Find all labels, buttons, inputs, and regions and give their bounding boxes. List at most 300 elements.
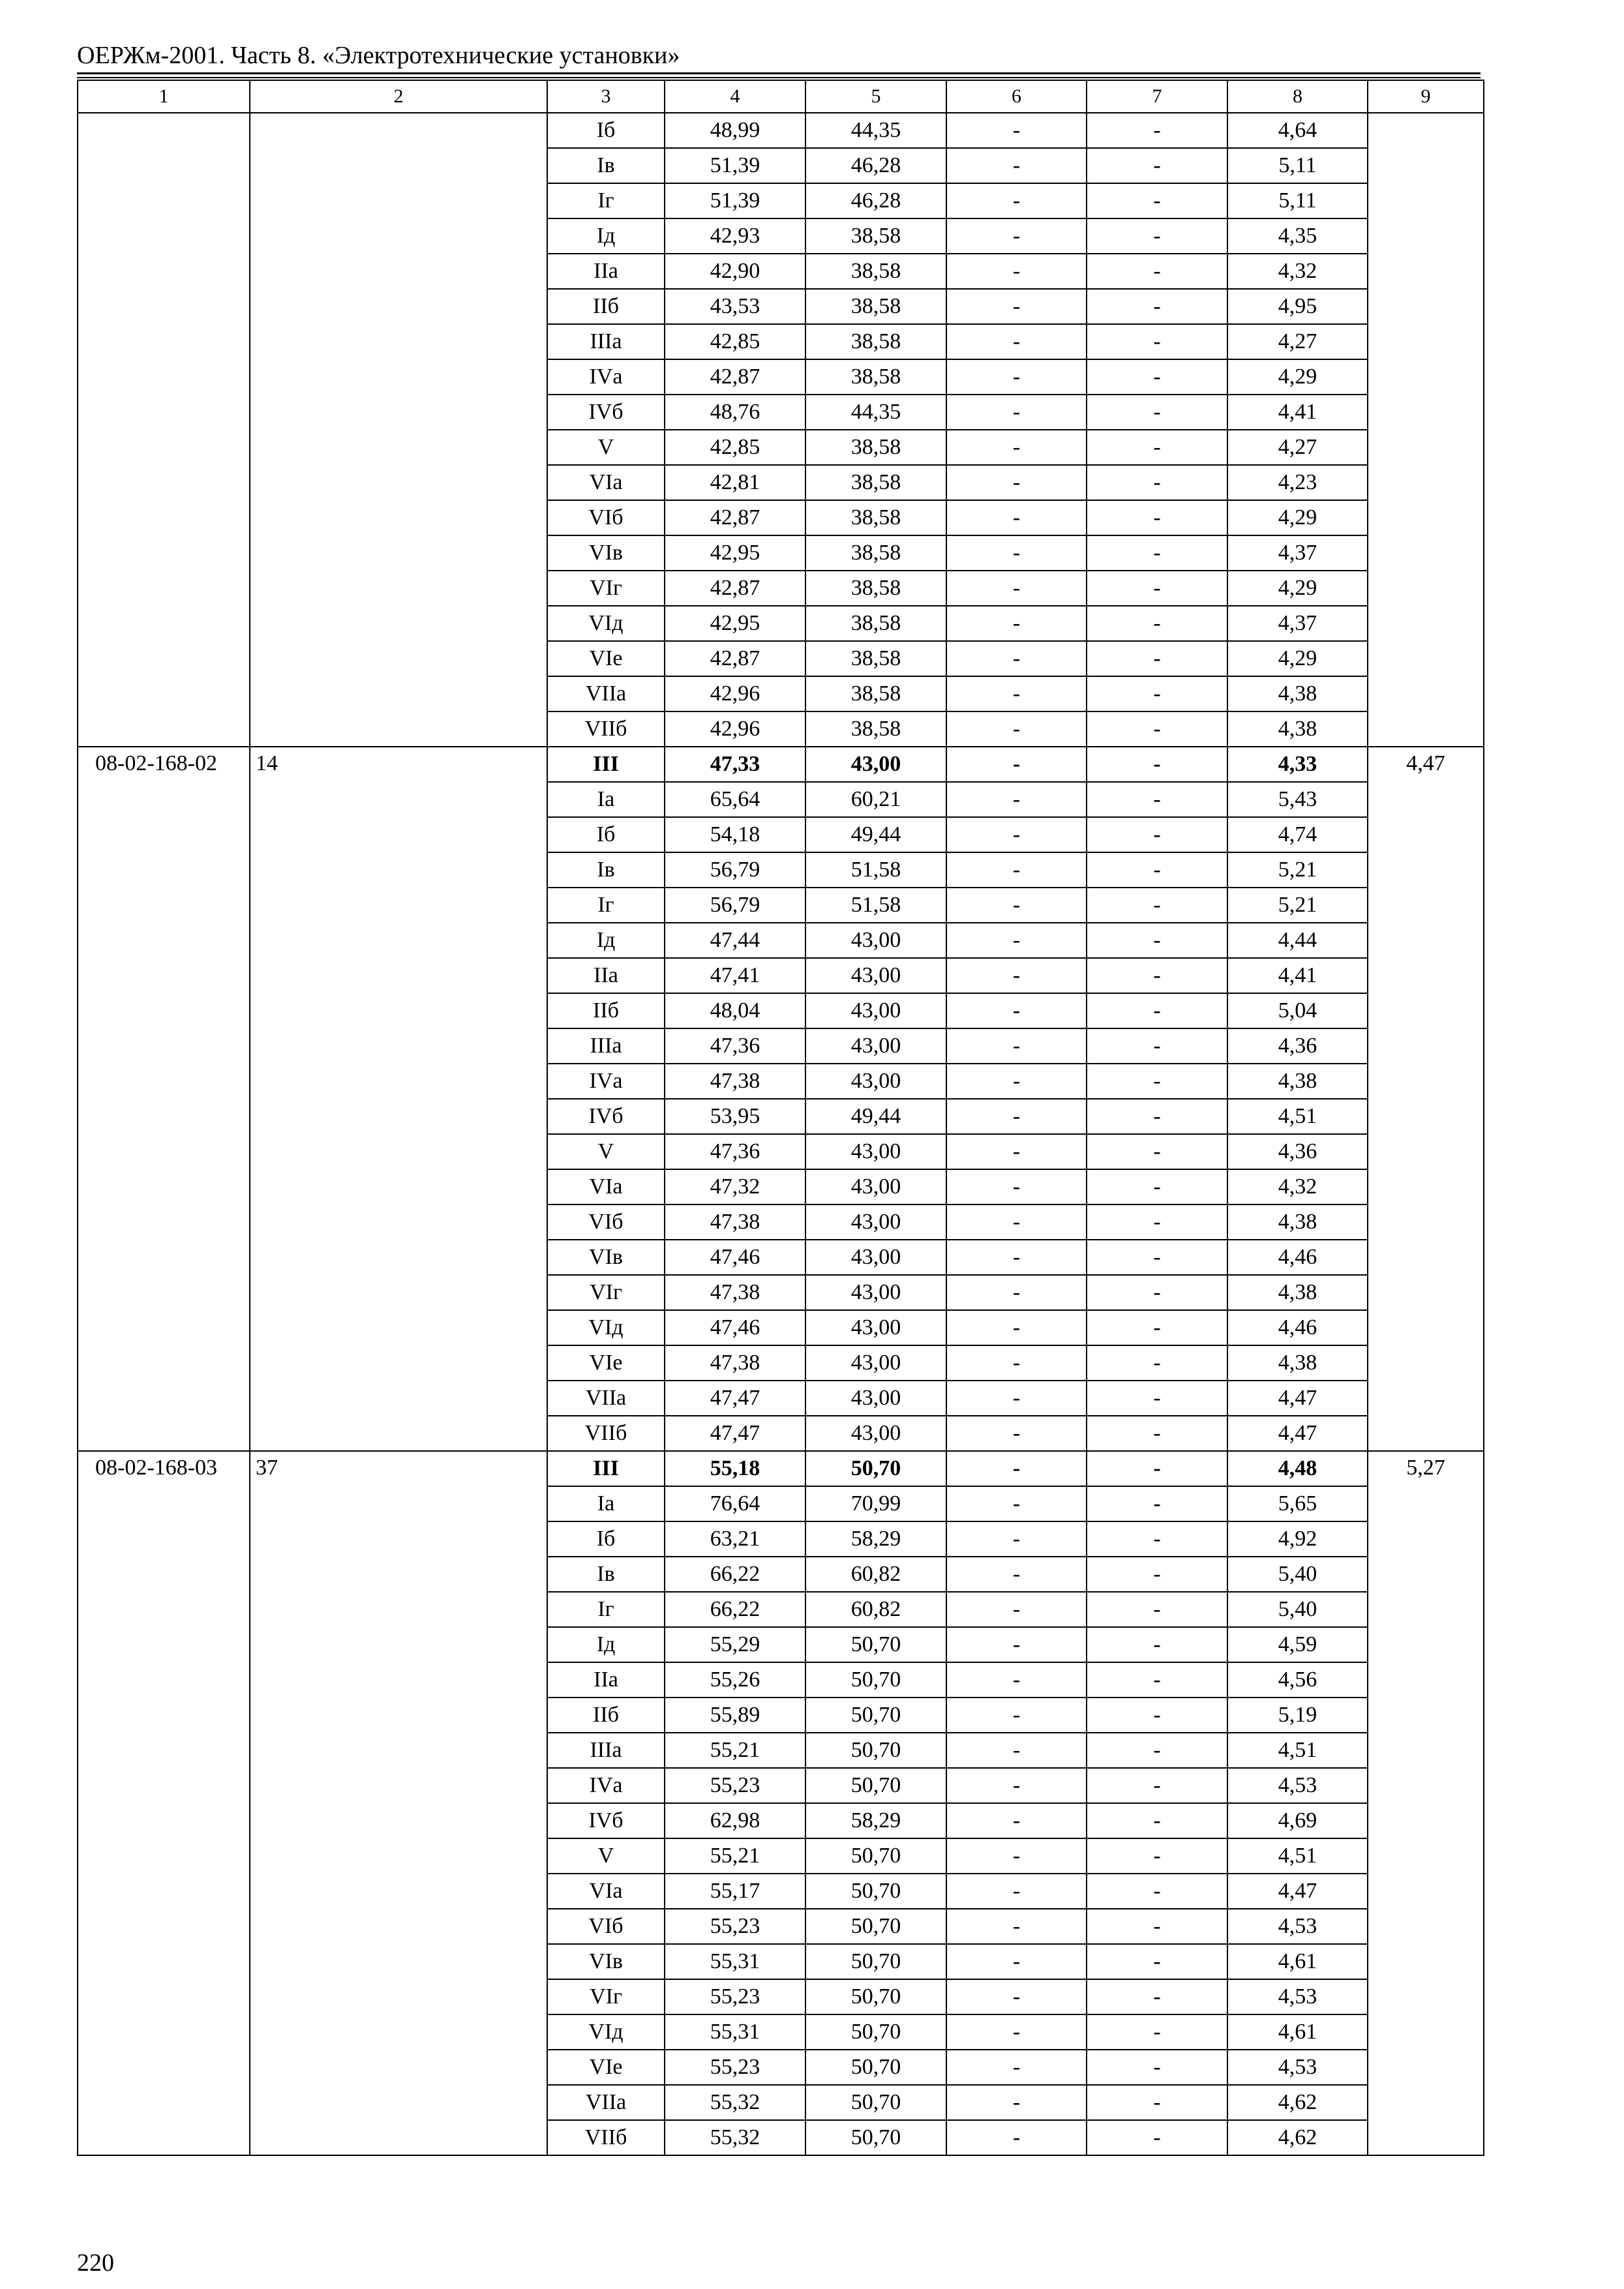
value-cell: -	[946, 113, 1087, 148]
value-cell: 4,59	[1227, 1627, 1368, 1662]
value-cell: 50,70	[805, 1909, 946, 1944]
zone-cell: Iв	[547, 852, 665, 888]
value-cell: 50,70	[805, 1979, 946, 2014]
value-cell: 42,87	[665, 359, 805, 395]
zone-cell: VIг	[547, 571, 665, 606]
value-cell: -	[946, 1169, 1087, 1204]
value-cell: 60,21	[805, 782, 946, 817]
zone-cell: IVб	[547, 1099, 665, 1134]
value-cell: -	[946, 1416, 1087, 1451]
value-cell: -	[1087, 1557, 1227, 1592]
value-cell: -	[946, 535, 1087, 571]
value-cell: 4,37	[1227, 606, 1368, 641]
value-cell: 4,48	[1227, 1451, 1368, 1486]
column-header: 6	[946, 80, 1087, 113]
value-cell: 4,53	[1227, 1768, 1368, 1803]
value-cell: 58,29	[805, 1521, 946, 1557]
zone-cell: VIд	[547, 2014, 665, 2050]
value-cell: 42,87	[665, 500, 805, 535]
value-cell: -	[1087, 1134, 1227, 1169]
value-cell: 55,31	[665, 2014, 805, 2050]
value-cell: -	[1087, 1627, 1227, 1662]
value-cell: 4,27	[1227, 430, 1368, 465]
value-cell: -	[946, 218, 1087, 254]
page-number: 220	[77, 2249, 114, 2277]
value-cell: -	[1087, 1698, 1227, 1733]
zone-cell: IIб	[547, 289, 665, 324]
zone-cell: V	[547, 1838, 665, 1874]
value-cell: 38,58	[805, 254, 946, 289]
rate-base-cell: 14	[250, 747, 547, 1451]
value-cell: 4,61	[1227, 1944, 1368, 1979]
value-cell: -	[1087, 641, 1227, 676]
value-cell: 4,36	[1227, 1134, 1368, 1169]
value-cell: 4,29	[1227, 571, 1368, 606]
value-cell: -	[946, 641, 1087, 676]
value-cell: 43,00	[805, 1134, 946, 1169]
value-cell: 76,64	[665, 1486, 805, 1521]
value-cell: -	[946, 324, 1087, 359]
zone-cell: Iб	[547, 817, 665, 852]
value-cell: -	[946, 1064, 1087, 1099]
zone-cell: Iд	[547, 1627, 665, 1662]
value-cell: -	[946, 1310, 1087, 1345]
value-cell: -	[1087, 958, 1227, 993]
value-cell: -	[1087, 1838, 1227, 1874]
value-cell: -	[1087, 500, 1227, 535]
value-cell: -	[1087, 218, 1227, 254]
value-cell: 44,35	[805, 395, 946, 430]
value-cell: 4,32	[1227, 254, 1368, 289]
value-cell: 4,56	[1227, 1662, 1368, 1698]
value-cell: 4,36	[1227, 1028, 1368, 1064]
value-cell: -	[946, 1909, 1087, 1944]
zone-cell: IIб	[547, 1698, 665, 1733]
value-cell: -	[1087, 1416, 1227, 1451]
value-cell: -	[1087, 1310, 1227, 1345]
zone-cell: III	[547, 747, 665, 782]
value-cell: -	[1087, 711, 1227, 747]
total-cell	[1368, 113, 1484, 747]
value-cell: 70,99	[805, 1486, 946, 1521]
zone-cell: VIа	[547, 1874, 665, 1909]
value-cell: 42,87	[665, 571, 805, 606]
value-cell: 4,62	[1227, 2085, 1368, 2120]
value-cell: 5,40	[1227, 1592, 1368, 1627]
value-cell: 55,23	[665, 2050, 805, 2085]
value-cell: 42,85	[665, 430, 805, 465]
value-cell: -	[946, 923, 1087, 958]
value-cell: -	[1087, 324, 1227, 359]
value-cell: 56,79	[665, 852, 805, 888]
value-cell: 5,40	[1227, 1557, 1368, 1592]
value-cell: -	[946, 606, 1087, 641]
value-cell: 4,53	[1227, 2050, 1368, 2085]
rate-code-cell: 08-02-168-03	[78, 1451, 250, 2155]
value-cell: 56,79	[665, 888, 805, 923]
value-cell: 43,00	[805, 1345, 946, 1381]
zone-cell: IIIа	[547, 1733, 665, 1768]
value-cell: -	[946, 359, 1087, 395]
value-cell: 51,39	[665, 183, 805, 218]
zone-cell: V	[547, 1134, 665, 1169]
zone-cell: Iг	[547, 183, 665, 218]
zone-cell: VIг	[547, 1979, 665, 2014]
value-cell: -	[1087, 1521, 1227, 1557]
value-cell: -	[946, 1838, 1087, 1874]
value-cell: 50,70	[805, 2014, 946, 2050]
value-cell: 50,70	[805, 1662, 946, 1698]
value-cell: -	[1087, 1240, 1227, 1275]
value-cell: -	[946, 2120, 1087, 2155]
value-cell: -	[946, 1944, 1087, 1979]
total-cell: 5,27	[1368, 1451, 1484, 2155]
value-cell: 60,82	[805, 1557, 946, 1592]
value-cell: 47,38	[665, 1275, 805, 1310]
value-cell: -	[946, 183, 1087, 218]
value-cell: -	[1087, 2050, 1227, 2085]
zone-cell: Iв	[547, 148, 665, 183]
value-cell: 47,36	[665, 1028, 805, 1064]
value-cell: -	[1087, 148, 1227, 183]
zone-cell: Iб	[547, 113, 665, 148]
value-cell: 4,38	[1227, 1204, 1368, 1240]
value-cell: 47,46	[665, 1240, 805, 1275]
value-cell: -	[1087, 1275, 1227, 1310]
value-cell: -	[1087, 395, 1227, 430]
value-cell: 62,98	[665, 1803, 805, 1838]
zone-cell: VIв	[547, 1944, 665, 1979]
value-cell: -	[946, 2085, 1087, 2120]
total-cell: 4,47	[1368, 747, 1484, 1451]
rate-code-cell	[78, 113, 250, 747]
value-cell: -	[946, 1345, 1087, 1381]
value-cell: 55,18	[665, 1451, 805, 1486]
value-cell: -	[1087, 1204, 1227, 1240]
value-cell: -	[946, 1486, 1087, 1521]
zone-cell: IVа	[547, 1768, 665, 1803]
value-cell: 58,29	[805, 1803, 946, 1838]
value-cell: -	[946, 289, 1087, 324]
value-cell: -	[946, 2014, 1087, 2050]
value-cell: 50,70	[805, 1874, 946, 1909]
value-cell: 42,95	[665, 535, 805, 571]
value-cell: -	[1087, 993, 1227, 1028]
value-cell: 4,38	[1227, 1345, 1368, 1381]
value-cell: 47,33	[665, 747, 805, 782]
value-cell: -	[1087, 430, 1227, 465]
zone-cell: VIб	[547, 1204, 665, 1240]
column-header: 1	[78, 80, 250, 113]
zone-cell: VIе	[547, 1345, 665, 1381]
value-cell: -	[946, 1099, 1087, 1134]
value-cell: -	[946, 1521, 1087, 1557]
value-cell: 38,58	[805, 359, 946, 395]
zone-cell: IIIа	[547, 1028, 665, 1064]
value-cell: -	[1087, 1028, 1227, 1064]
value-cell: -	[1087, 1733, 1227, 1768]
value-cell: 43,00	[805, 1240, 946, 1275]
value-cell: 47,38	[665, 1204, 805, 1240]
value-cell: 55,26	[665, 1662, 805, 1698]
value-cell: 4,92	[1227, 1521, 1368, 1557]
zone-cell: Iг	[547, 888, 665, 923]
column-header: 4	[665, 80, 805, 113]
value-cell: 43,00	[805, 1064, 946, 1099]
value-cell: 4,47	[1227, 1416, 1368, 1451]
value-cell: -	[1087, 571, 1227, 606]
value-cell: 4,69	[1227, 1803, 1368, 1838]
value-cell: 38,58	[805, 218, 946, 254]
zone-cell: VIб	[547, 1909, 665, 1944]
value-cell: 55,17	[665, 1874, 805, 1909]
value-cell: 43,00	[805, 923, 946, 958]
zone-cell: VIIб	[547, 1416, 665, 1451]
value-cell: 51,58	[805, 852, 946, 888]
value-cell: 53,95	[665, 1099, 805, 1134]
value-cell: -	[946, 1240, 1087, 1275]
value-cell: -	[1087, 1486, 1227, 1521]
value-cell: 50,70	[805, 2120, 946, 2155]
value-cell: -	[946, 852, 1087, 888]
value-cell: 42,93	[665, 218, 805, 254]
value-cell: -	[1087, 2085, 1227, 2120]
value-cell: -	[946, 1592, 1087, 1627]
value-cell: -	[946, 958, 1087, 993]
value-cell: 4,53	[1227, 1979, 1368, 2014]
value-cell: 43,00	[805, 1028, 946, 1064]
value-cell: -	[946, 888, 1087, 923]
value-cell: -	[1087, 747, 1227, 782]
value-cell: 42,96	[665, 711, 805, 747]
value-cell: 43,53	[665, 289, 805, 324]
value-cell: 4,41	[1227, 958, 1368, 993]
header-rule	[77, 72, 1481, 74]
column-header: 7	[1087, 80, 1227, 113]
value-cell: -	[946, 711, 1087, 747]
value-cell: 46,28	[805, 183, 946, 218]
zone-cell: Iа	[547, 1486, 665, 1521]
value-cell: 4,46	[1227, 1310, 1368, 1345]
value-cell: 4,74	[1227, 817, 1368, 852]
value-cell: 50,70	[805, 1627, 946, 1662]
value-cell: -	[1087, 852, 1227, 888]
value-cell: 4,46	[1227, 1240, 1368, 1275]
value-cell: -	[1087, 535, 1227, 571]
value-cell: -	[1087, 1909, 1227, 1944]
value-cell: 55,89	[665, 1698, 805, 1733]
value-cell: -	[946, 500, 1087, 535]
value-cell: -	[1087, 1944, 1227, 1979]
value-cell: 43,00	[805, 1204, 946, 1240]
value-cell: 60,82	[805, 1592, 946, 1627]
value-cell: -	[946, 1874, 1087, 1909]
table-row	[78, 113, 1484, 148]
value-cell: 4,33	[1227, 747, 1368, 782]
value-cell: -	[1087, 1874, 1227, 1909]
value-cell: -	[1087, 113, 1227, 148]
value-cell: -	[946, 465, 1087, 500]
column-header: 2	[250, 80, 547, 113]
value-cell: 4,61	[1227, 2014, 1368, 2050]
zone-cell: IIа	[547, 1662, 665, 1698]
value-cell: 50,70	[805, 1451, 946, 1486]
zone-cell: VIв	[547, 1240, 665, 1275]
value-cell: 4,38	[1227, 711, 1368, 747]
zone-cell: VIе	[547, 2050, 665, 2085]
zone-cell: VIг	[547, 1275, 665, 1310]
value-cell: -	[946, 993, 1087, 1028]
value-cell: 43,00	[805, 1169, 946, 1204]
value-cell: 44,35	[805, 113, 946, 148]
value-cell: 43,00	[805, 747, 946, 782]
value-cell: -	[1087, 1662, 1227, 1698]
value-cell: 50,70	[805, 1698, 946, 1733]
zone-cell: III	[547, 1451, 665, 1486]
value-cell: 55,29	[665, 1627, 805, 1662]
value-cell: -	[1087, 2120, 1227, 2155]
value-cell: -	[1087, 606, 1227, 641]
value-cell: 4,29	[1227, 359, 1368, 395]
value-cell: 38,58	[805, 535, 946, 571]
value-cell: -	[946, 747, 1087, 782]
value-cell: 66,22	[665, 1592, 805, 1627]
value-cell: 4,44	[1227, 923, 1368, 958]
zone-cell: Iв	[547, 1557, 665, 1592]
value-cell: 65,64	[665, 782, 805, 817]
value-cell: 43,00	[805, 1381, 946, 1416]
value-cell: 4,53	[1227, 1909, 1368, 1944]
value-cell: -	[946, 571, 1087, 606]
value-cell: 50,70	[805, 1768, 946, 1803]
value-cell: -	[1087, 888, 1227, 923]
zone-cell: VIб	[547, 500, 665, 535]
value-cell: 55,21	[665, 1838, 805, 1874]
value-cell: 43,00	[805, 1416, 946, 1451]
value-cell: 4,27	[1227, 324, 1368, 359]
value-cell: 47,38	[665, 1345, 805, 1381]
value-cell: 4,47	[1227, 1381, 1368, 1416]
value-cell: 5,21	[1227, 852, 1368, 888]
value-cell: 47,46	[665, 1310, 805, 1345]
value-cell: 43,00	[805, 958, 946, 993]
value-cell: 48,04	[665, 993, 805, 1028]
zone-cell: IVа	[547, 1064, 665, 1099]
value-cell: 55,21	[665, 1733, 805, 1768]
value-cell: -	[1087, 817, 1227, 852]
value-cell: 4,64	[1227, 113, 1368, 148]
value-cell: -	[1087, 289, 1227, 324]
value-cell: -	[946, 1275, 1087, 1310]
zone-cell: VIIб	[547, 2120, 665, 2155]
rates-table	[77, 80, 1484, 2156]
value-cell: -	[1087, 465, 1227, 500]
column-number-row	[78, 80, 1484, 113]
value-cell: 4,38	[1227, 676, 1368, 711]
zone-cell: VIв	[547, 535, 665, 571]
value-cell: 66,22	[665, 1557, 805, 1592]
zone-cell: VIIа	[547, 2085, 665, 2120]
value-cell: 47,47	[665, 1381, 805, 1416]
value-cell: 4,37	[1227, 535, 1368, 571]
value-cell: -	[1087, 254, 1227, 289]
zone-cell: IIб	[547, 993, 665, 1028]
zone-cell: IIIа	[547, 324, 665, 359]
value-cell: 51,39	[665, 148, 805, 183]
value-cell: 42,87	[665, 641, 805, 676]
value-cell: 38,58	[805, 676, 946, 711]
value-cell: 50,70	[805, 1733, 946, 1768]
value-cell: -	[946, 395, 1087, 430]
zone-cell: Iд	[547, 218, 665, 254]
value-cell: -	[946, 1803, 1087, 1838]
zone-cell: IIа	[547, 958, 665, 993]
value-cell: 48,99	[665, 113, 805, 148]
value-cell: -	[1087, 359, 1227, 395]
value-cell: 4,29	[1227, 500, 1368, 535]
value-cell: 47,44	[665, 923, 805, 958]
value-cell: -	[1087, 1345, 1227, 1381]
page-header-title: ОЕРЖм-2001. Часть 8. «Электротехнические установки»	[77, 42, 680, 69]
value-cell: -	[946, 148, 1087, 183]
value-cell: -	[946, 817, 1087, 852]
value-cell: -	[1087, 1979, 1227, 2014]
value-cell: 42,85	[665, 324, 805, 359]
value-cell: 63,21	[665, 1521, 805, 1557]
value-cell: 4,62	[1227, 2120, 1368, 2155]
value-cell: 50,70	[805, 2085, 946, 2120]
value-cell: -	[946, 1381, 1087, 1416]
value-cell: 4,95	[1227, 289, 1368, 324]
value-cell: 4,38	[1227, 1275, 1368, 1310]
value-cell: 4,41	[1227, 395, 1368, 430]
value-cell: 4,47	[1227, 1874, 1368, 1909]
value-cell: 49,44	[805, 817, 946, 852]
zone-cell: Iа	[547, 782, 665, 817]
value-cell: 5,19	[1227, 1698, 1368, 1733]
value-cell: -	[1087, 676, 1227, 711]
value-cell: 4,51	[1227, 1099, 1368, 1134]
zone-cell: VIд	[547, 1310, 665, 1345]
value-cell: 4,51	[1227, 1733, 1368, 1768]
value-cell: -	[946, 254, 1087, 289]
value-cell: -	[1087, 1451, 1227, 1486]
zone-cell: IVб	[547, 1803, 665, 1838]
value-cell: 47,32	[665, 1169, 805, 1204]
value-cell: -	[946, 782, 1087, 817]
value-cell: -	[946, 2050, 1087, 2085]
table-row	[78, 747, 1484, 782]
value-cell: 4,35	[1227, 218, 1368, 254]
value-cell: -	[946, 1557, 1087, 1592]
zone-cell: VIд	[547, 606, 665, 641]
zone-cell: VIа	[547, 1169, 665, 1204]
value-cell: -	[946, 1204, 1087, 1240]
value-cell: 4,29	[1227, 641, 1368, 676]
zone-cell: Iг	[547, 1592, 665, 1627]
value-cell: -	[946, 1698, 1087, 1733]
value-cell: -	[1087, 1381, 1227, 1416]
table-row	[78, 1451, 1484, 1486]
value-cell: -	[1087, 183, 1227, 218]
value-cell: 38,58	[805, 500, 946, 535]
zone-cell: VIIа	[547, 676, 665, 711]
rate-base-cell: 37	[250, 1451, 547, 2155]
value-cell: 4,38	[1227, 1064, 1368, 1099]
value-cell: 51,58	[805, 888, 946, 923]
zone-cell: IVа	[547, 359, 665, 395]
value-cell: 43,00	[805, 1310, 946, 1345]
